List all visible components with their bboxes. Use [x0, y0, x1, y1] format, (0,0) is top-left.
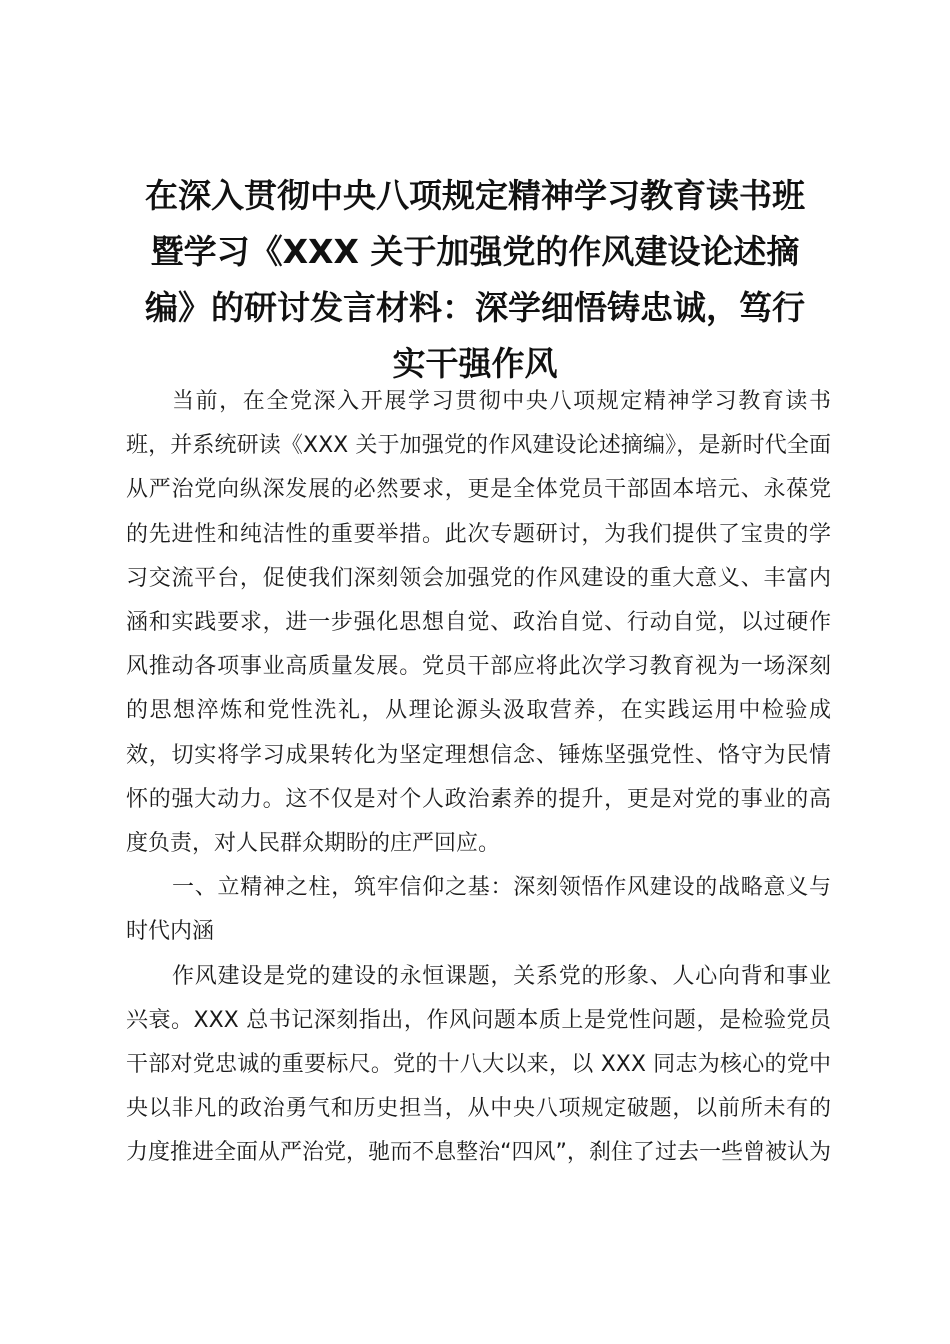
intro-paragraph [126, 380, 831, 866]
section-paragraph [126, 955, 831, 1176]
title-line: 在深入贯彻中央八项规定精神学习教育读书班 [145, 176, 805, 215]
paragraph-line: 兴衰。XXX 总书记深刻指出，作风问题本质上是党性问题，是检验党员 [126, 1007, 831, 1033]
paragraph-line: 当前，在全党深入开展学习贯彻中央八项规定精神学习教育读书 [172, 389, 831, 414]
section-heading [126, 866, 831, 954]
paragraph-line: 效，切实将学习成果转化为坚定理想信念、锤炼坚强党性、恪守为民情 [126, 742, 831, 768]
paragraph-line: 班，并系统研读《XXX 关于加强党的作风建设论述摘编》，是新时代全面 [126, 433, 831, 459]
document-body [126, 380, 831, 1176]
title-line: 暨学习《XXX 关于加强党的作风建设论述摘 [150, 232, 800, 271]
paragraph-line: 干部对党忠诚的重要标尺。党的十八大以来，以 XXX 同志为核心的党中 [126, 1052, 831, 1078]
paragraph-line: 度负责，对人民群众期盼的庄严回应。 [126, 831, 501, 857]
paragraph-line: 从严治党向纵深发展的必然要求，更是全体党员干部固本培元、永葆党 [126, 477, 831, 503]
paragraph-line: 习交流平台，促使我们深刻领会加强党的作风建设的重大意义、丰富内 [126, 565, 831, 591]
paragraph-line: 作风建设是党的建设的永恒课题，关系党的形象、人心向背和事业 [172, 963, 831, 989]
document-title [118, 168, 832, 392]
paragraph-line: 力度推进全面从严治党，驰而不息整治“四风”，刹住了过去一些曾被认为 [126, 1140, 831, 1166]
heading-line: 一、立精神之柱，筑牢信仰之基：深刻领悟作风建设的战略意义与 [172, 875, 831, 901]
title-line: 编》的研讨发言材料：深学细悟铸忠诚，笃行 [145, 288, 805, 327]
heading-line: 时代内涵 [126, 919, 215, 945]
title-line: 实干强作风 [392, 344, 558, 383]
paragraph-line: 央以非凡的政治勇气和历史担当，从中央八项规定破题，以前所未有的 [126, 1096, 831, 1122]
paragraph-line: 怀的强大动力。这不仅是对个人政治素养的提升，更是对党的事业的高 [126, 786, 831, 812]
paragraph-line: 的先进性和纯洁性的重要举措。此次专题研讨，为我们提供了宝贵的学 [126, 521, 831, 547]
paragraph-line: 的思想淬炼和党性洗礼，从理论源头汲取营养，在实践运用中检验成 [126, 698, 831, 724]
paragraph-line: 风推动各项事业高质量发展。党员干部应将此次学习教育视为一场深刻 [126, 654, 831, 680]
paragraph-line: 涵和实践要求，进一步强化思想自觉、政治自觉、行动自觉，以过硬作 [126, 610, 831, 636]
